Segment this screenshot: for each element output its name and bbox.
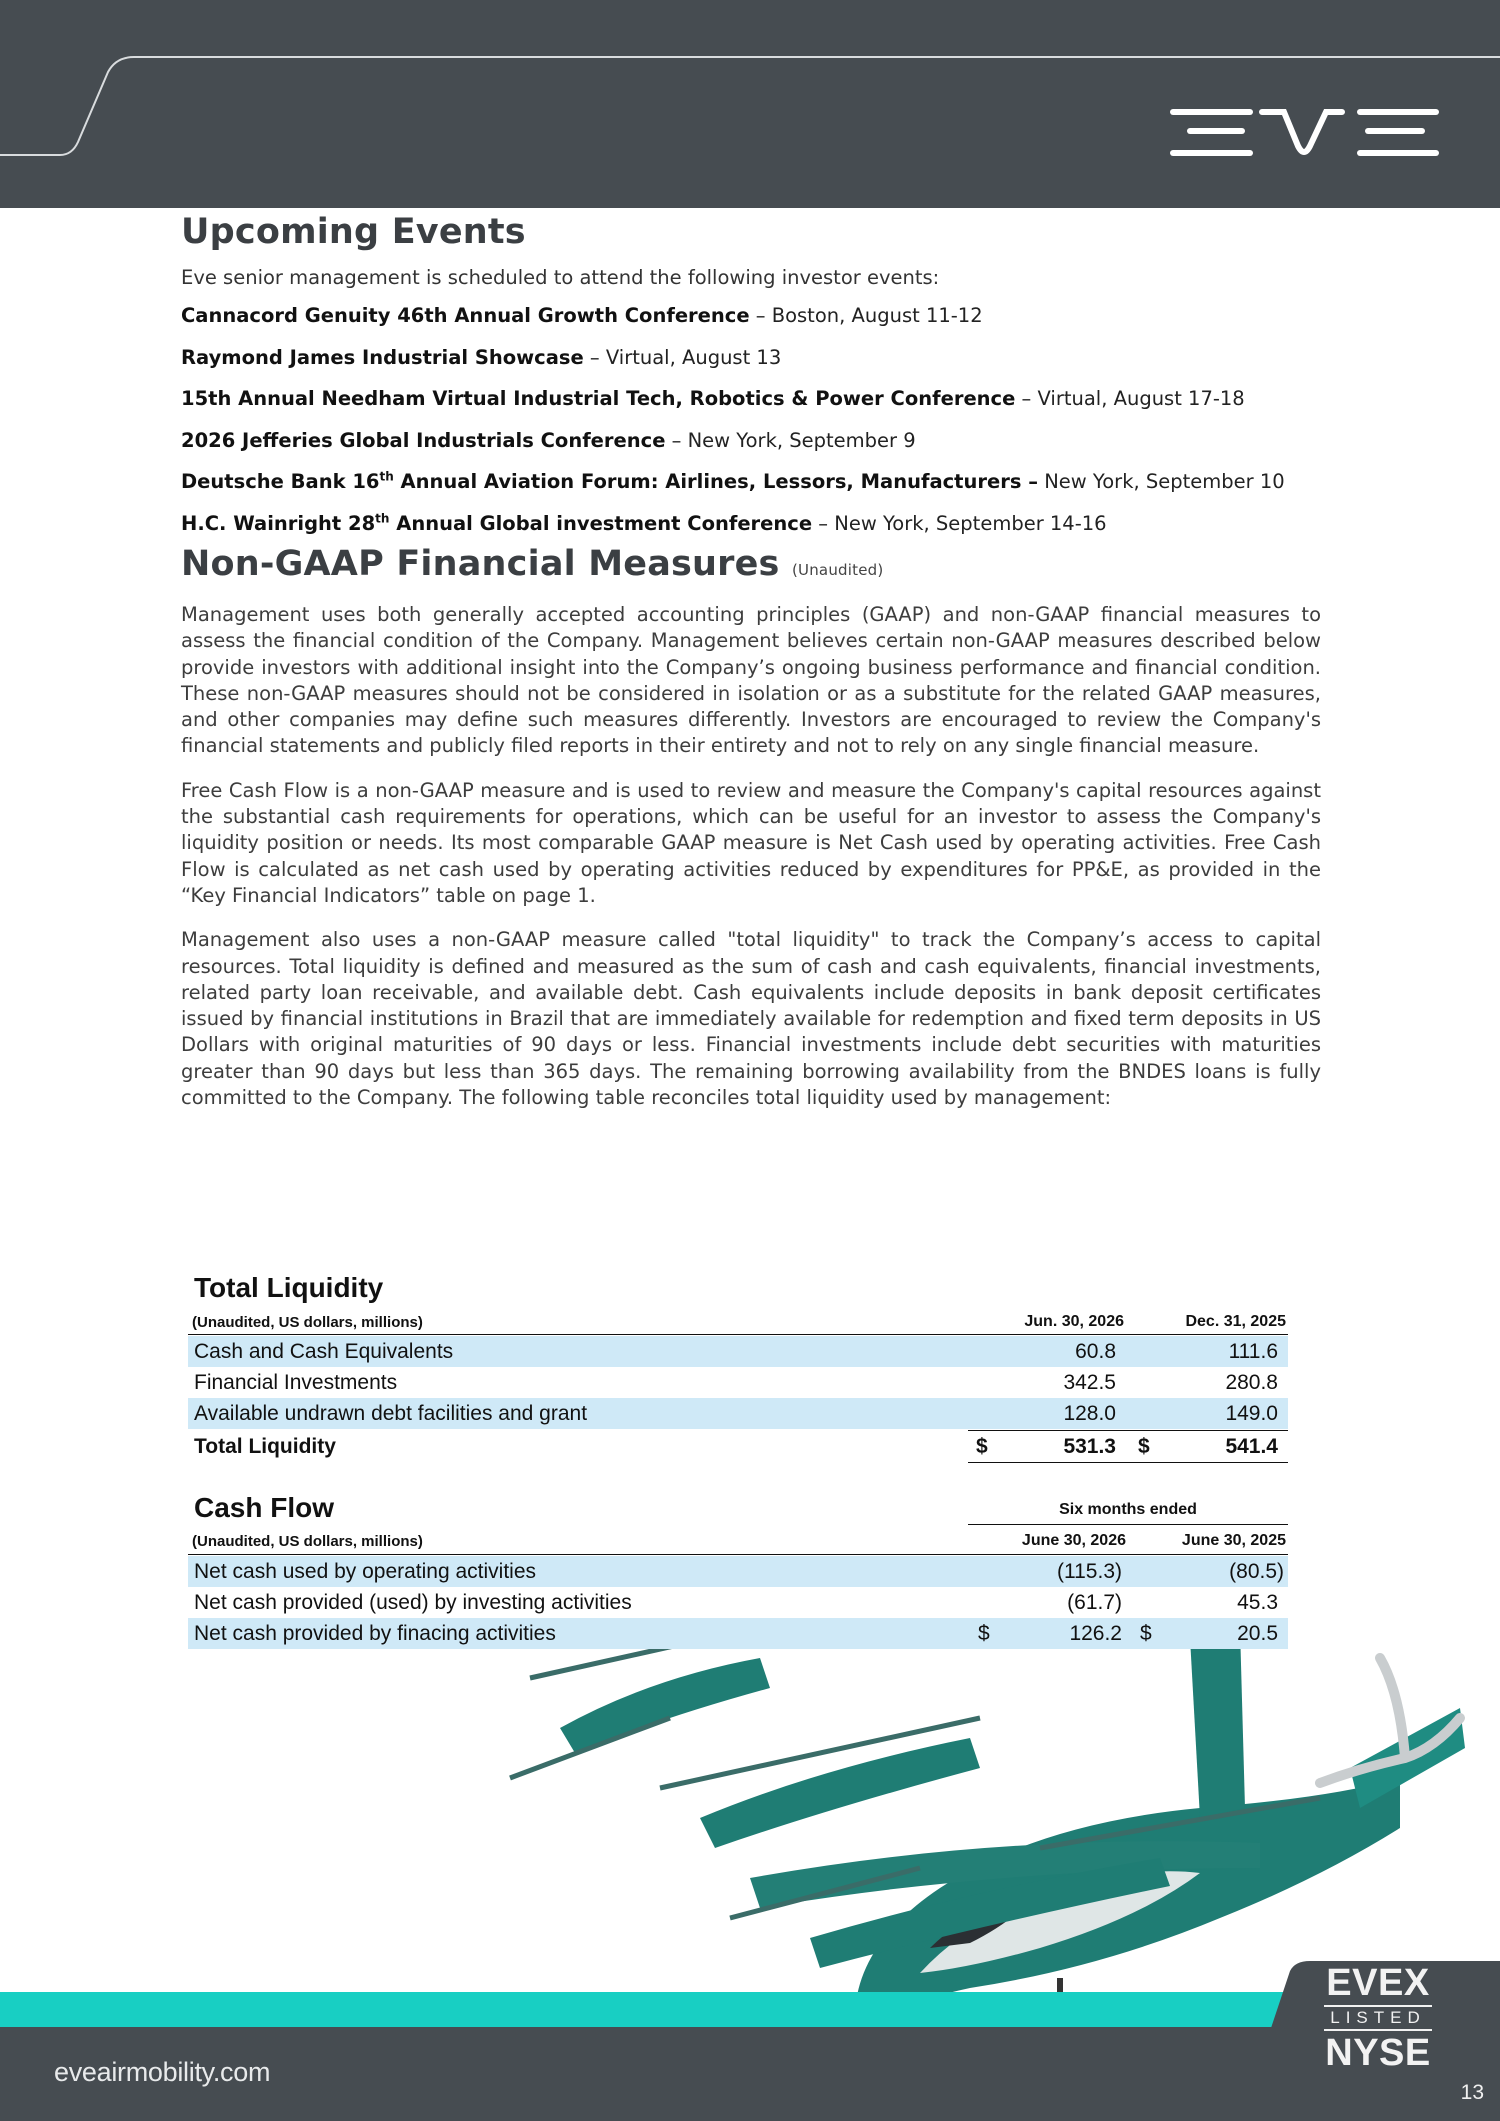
row-label: Net cash used by operating activities: [194, 1560, 537, 1583]
table-row: [188, 1556, 1288, 1587]
events-list: [181, 295, 1321, 544]
cashflow-table-title: Cash Flow: [194, 1492, 335, 1523]
event-separator: –: [583, 345, 606, 369]
event-item: [181, 295, 1321, 337]
event-name-text: Cannacord Genuity 46th Annual Growth Conference: [181, 304, 750, 327]
nongaap-title-note: (Unaudited): [791, 561, 884, 579]
nongaap-paragraph: Management also uses a non-GAAP measure called "total liquidity" to track the Company’s access to capital resources. Total liquidity is defined and measured as the sum of cash and cash equivalents, financial investments, related party loan receivable, and available debt. Cash equivalents include deposits in bank deposit certificates issued by financial institutions in Brazil that are immediately available for redemption and fixed term deposits in US Dollars with original maturities of 90 days or less. Financial investments include debt securities with maturities greater than 90 days but less than 365 days. The remaining borrowing availability from the BNDES loans is fully committed to the Company. The following table reconciles total liquidity used by management:: [181, 928, 1321, 1110]
cashflow-table-subtitle: (Unaudited, US dollars, millions): [192, 1533, 423, 1550]
liquidity-col-dec: Dec. 31, 2025: [1185, 1313, 1286, 1330]
event-detail: New York, September 9: [687, 428, 916, 452]
upcoming-events-title: Upcoming Events: [181, 212, 526, 252]
nyse-listing-badge: [1318, 1964, 1438, 2072]
table-rule: [188, 1334, 1288, 1335]
currency-symbol: $: [978, 1622, 990, 1645]
currency-symbol: $: [976, 1435, 988, 1458]
row-value-jun: 128.0: [1063, 1402, 1116, 1425]
header-swoosh: [0, 0, 1500, 208]
row-value-2026: (61.7): [1067, 1591, 1122, 1614]
nongaap-paragraph: Free Cash Flow is a non-GAAP measure and is used to review and measure the Company's capital resources against the substantial cash requirements for operations, which can be useful for an investor to assess the Company's liquidity position or needs. Its most comparable GAAP measure is Net Cash used by operating activities. Free Cash Flow is calculated as net cash used by operating activities reduced by expenditures for PP&E, as provided in the “Key Financial Indicators” table on page 1.: [181, 778, 1321, 907]
event-name-text: 2026 Jefferies Global Industrials Conference: [181, 428, 666, 452]
badge-ticker: EVEX: [1326, 1962, 1430, 2004]
table-row: [188, 1398, 1288, 1429]
row-value-dec: 149.0: [1225, 1402, 1278, 1425]
aircraft-illustration: [500, 1618, 1500, 2018]
nongaap-title: [181, 544, 1321, 584]
row-value-2025: (80.5): [1229, 1560, 1284, 1583]
event-name-text: 15th Annual Needham Virtual Industrial Tech, Robotics & Power Conference: [181, 387, 1016, 410]
event-detail: Virtual, August 17-18: [1037, 387, 1245, 410]
event-name-superscript: th: [379, 469, 394, 484]
badge-exchange: NYSE: [1325, 2032, 1431, 2074]
event-detail: New York, September 14-16: [834, 511, 1107, 535]
table-row: [188, 1587, 1288, 1618]
event-item: [181, 503, 1321, 545]
currency-symbol: $: [1140, 1622, 1152, 1645]
row-value-jun: 342.5: [1063, 1371, 1116, 1394]
event-detail: Boston, August 11-12: [771, 304, 983, 327]
event-name: [181, 346, 584, 369]
event-name-text: Annual Global investment Conference: [389, 511, 813, 535]
event-name: [181, 387, 1015, 410]
main-content: [181, 212, 1321, 1111]
event-item: [181, 378, 1321, 420]
event-name-text: Annual Aviation Forum: Airlines, Lessors, Manufacturers –: [393, 470, 1038, 493]
row-label: Total Liquidity: [194, 1435, 336, 1458]
table-rule: [968, 1524, 1288, 1525]
row-value-2026: (115.3): [1057, 1560, 1122, 1583]
row-value-2025: 20.5: [1237, 1622, 1278, 1645]
badge-listed: LISTED: [1324, 2005, 1432, 2031]
table-row: [188, 1336, 1288, 1367]
cashflow-col-2026: June 30, 2026: [1021, 1532, 1126, 1549]
table-row: [188, 1367, 1288, 1398]
event-name-text: Raymond James Industrial Showcase: [181, 345, 584, 369]
table-rule: [968, 1462, 1288, 1463]
row-label: Net cash provided (used) by investing activities: [194, 1591, 632, 1614]
event-name: [181, 429, 665, 452]
event-item: [181, 337, 1321, 379]
row-value-dec: 111.6: [1228, 1340, 1278, 1363]
event-name-superscript: th: [375, 511, 390, 525]
cashflow-period: Six months ended: [1059, 1501, 1197, 1518]
row-value-dec: 280.8: [1225, 1371, 1278, 1394]
event-separator: –: [1015, 387, 1038, 410]
row-label: Financial Investments: [194, 1371, 398, 1394]
upcoming-events-lead: Eve senior management is scheduled to attend the following investor events:: [181, 266, 940, 289]
nongaap-paragraph: Management uses both generally accepted accounting principles (GAAP) and non-GAAP financial measures to assess the financial condition of the Company. Management believes certain non-GAAP measures described below provide investors with additional insight into the Company’s ongoing business performance and financial condition. These non-GAAP measures should not be considered in isolation or as a substitute for the related GAAP measures, and other companies may define such measures differently. Investors are encouraged to review the Company's financial statements and publicly filed reports in their entirety and not to rely on any single financial measure.: [181, 603, 1321, 758]
page-number: 13: [1460, 2081, 1484, 2104]
row-label: Net cash provided by finacing activities: [194, 1622, 556, 1645]
currency-symbol: $: [1138, 1435, 1150, 1458]
event-name: [181, 470, 1038, 493]
page-header: [0, 0, 1500, 208]
event-name-text: Deutsche Bank 16: [181, 470, 380, 493]
event-name: [181, 512, 812, 535]
row-value-jun: 531.3: [1063, 1435, 1116, 1458]
cashflow-col-2025: June 30, 2025: [1181, 1532, 1286, 1549]
eve-logo-icon: [1170, 106, 1440, 166]
row-value-jun: 60.8: [1075, 1340, 1116, 1363]
event-separator: –: [749, 304, 772, 327]
row-value-dec: 541.4: [1225, 1435, 1278, 1458]
event-separator: –: [812, 511, 835, 535]
table-rule: [188, 1554, 1288, 1555]
table-row: [188, 1618, 1288, 1649]
footer-website-link[interactable]: eveairmobility.com: [54, 2057, 271, 2087]
row-value-2025: 45.3: [1237, 1591, 1278, 1614]
event-detail: New York, September 10: [1044, 470, 1285, 493]
event-name: [181, 304, 750, 327]
event-item: [181, 420, 1321, 462]
event-item: [181, 461, 1321, 503]
nongaap-title-text: Non-GAAP Financial Measures: [181, 544, 780, 584]
row-value-2026: 126.2: [1069, 1622, 1122, 1645]
liquidity-table-subtitle: (Unaudited, US dollars, millions): [192, 1314, 423, 1331]
event-name-text: H.C. Wainright 28: [181, 511, 376, 535]
liquidity-table-title: Total Liquidity: [194, 1272, 384, 1303]
table-total-row: [188, 1431, 1288, 1462]
event-detail: Virtual, August 13: [605, 345, 782, 369]
row-label: Available undrawn debt facilities and grant: [194, 1402, 588, 1425]
event-separator: –: [665, 428, 688, 452]
liquidity-col-jun: Jun. 30, 2026: [1024, 1313, 1124, 1330]
row-label: Cash and Cash Equivalents: [194, 1340, 454, 1363]
